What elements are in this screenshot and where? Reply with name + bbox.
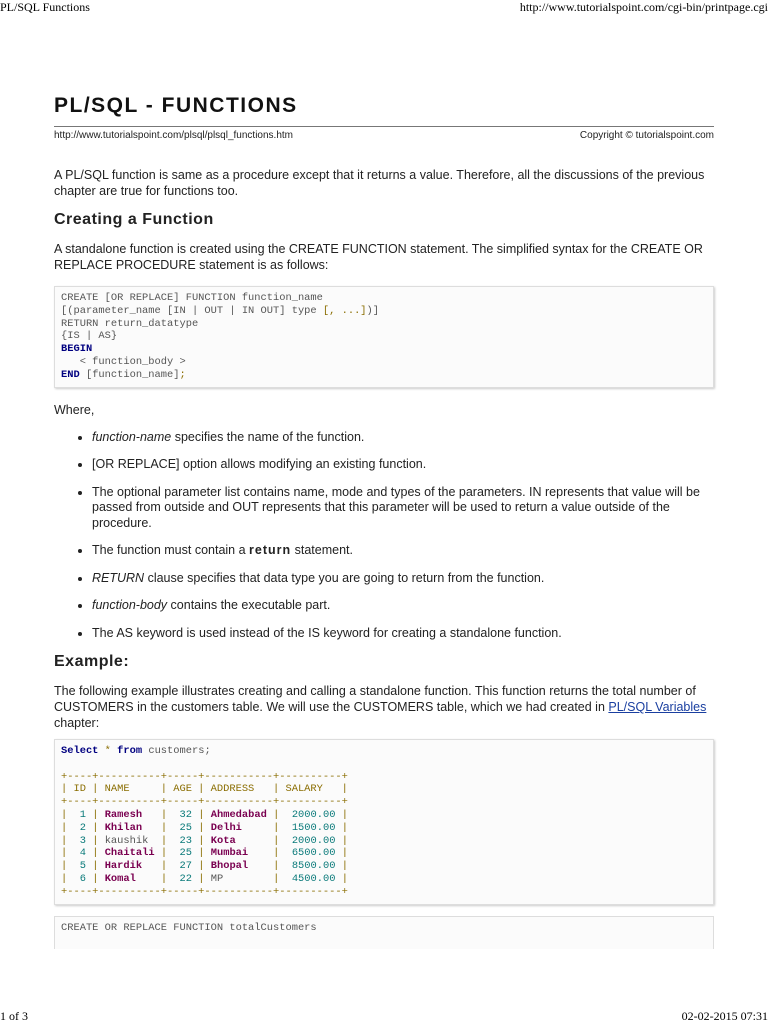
print-header-url: http://www.tutorialspoint.com/cgi-bin/printpage.cgi bbox=[519, 0, 768, 14]
table-row: | 4 | Chaitali | 25 | Mumbai | 6500.00 | bbox=[61, 847, 348, 860]
cell-salary: 8500.00 bbox=[285, 860, 336, 873]
function-code-block bbox=[54, 916, 714, 949]
table-row: | 5 | Hardik | 27 | Bhopal | 8500.00 | bbox=[61, 860, 348, 873]
print-header-title: PL/SQL Functions bbox=[0, 0, 90, 14]
table-row: | 2 | Khilan | 25 | Delhi | 1500.00 | bbox=[61, 821, 348, 834]
section-paragraph-example: The following example illustrates creating and calling a standalone function. This function returns the total number of CUSTOMERS in the customers table. We will use the CUSTOMERS table, which we had created in PL/SQL Variables chapter: bbox=[54, 684, 707, 731]
code-line: CREATE [OR REPLACE] FUNCTION function_name bbox=[61, 292, 323, 304]
cell-salary: 2000.00 bbox=[285, 809, 336, 822]
cell-id: 1 bbox=[73, 809, 86, 822]
cell-name: Khilan bbox=[104, 821, 155, 834]
cell-id: 5 bbox=[73, 860, 86, 873]
page-title: PL/SQL - FUNCTIONS bbox=[54, 94, 298, 117]
code-line: RETURN return_datatype bbox=[61, 317, 199, 330]
cell-salary: 1500.00 bbox=[285, 821, 336, 834]
code-line: [(parameter_name [IN | OUT | IN OUT] type [, ...])] bbox=[61, 304, 380, 317]
cell-age: 25 bbox=[173, 847, 193, 860]
cell-id: 6 bbox=[73, 873, 86, 886]
section-heading-creating: Creating a Function bbox=[54, 211, 214, 228]
code-line: {IS | AS} bbox=[61, 330, 118, 343]
parameter-list bbox=[54, 430, 714, 642]
table-border: +----+----------+-----+-----------+----------+ bbox=[61, 796, 348, 809]
cell-age: 22 bbox=[173, 873, 193, 886]
document-page bbox=[54, 94, 714, 949]
pl-sql-variables-link[interactable]: PL/SQL Variables bbox=[608, 700, 707, 715]
syntax-code-block bbox=[54, 286, 714, 388]
list-item: • The function must contain a return statement. bbox=[92, 543, 714, 559]
cell-salary: 4500.00 bbox=[285, 873, 336, 886]
cell-address: Kota bbox=[210, 834, 267, 847]
print-footer-page: 1 of 3 bbox=[0, 1009, 28, 1023]
list-item: • RETURN clause specifies that data type you are going to return from the function. bbox=[92, 571, 714, 587]
section-paragraph-creating: A standalone function is created using the CREATE FUNCTION statement. The simplified syntax for the CREATE OR REPLACE PROCEDURE statement is as follows: bbox=[54, 242, 703, 272]
code-line: BEGIN bbox=[61, 343, 93, 356]
source-url: http://www.tutorialspoint.com/plsql/plsql_functions.htm bbox=[54, 130, 293, 141]
cell-address: MP bbox=[210, 873, 267, 886]
intro-paragraph: A PL/SQL function is same as a procedure except that it returns a value. Therefore, all the discussions of the previous chapter are true for functions too. bbox=[54, 168, 705, 198]
code-line: END [function_name]; bbox=[61, 368, 186, 381]
cell-age: 23 bbox=[173, 834, 193, 847]
source-line bbox=[54, 130, 714, 141]
cell-salary: 6500.00 bbox=[285, 847, 336, 860]
cell-address: Bhopal bbox=[210, 860, 267, 873]
cell-age: 32 bbox=[173, 809, 193, 822]
table-row: | 3 | kaushik | 23 | Kota | 2000.00 | bbox=[61, 834, 348, 847]
code-line: < function_body > bbox=[61, 355, 186, 368]
table-border: +----+----------+-----+-----------+----------+ bbox=[61, 770, 348, 783]
table-header: | ID | NAME | AGE | ADDRESS | SALARY | bbox=[61, 783, 348, 796]
print-footer-datetime: 02-02-2015 07:31 bbox=[681, 1009, 768, 1023]
cell-age: 27 bbox=[173, 860, 193, 873]
list-item: • function-body contains the executable part. bbox=[92, 598, 714, 614]
cell-address: Mumbai bbox=[210, 847, 267, 860]
cell-name: Ramesh bbox=[104, 809, 155, 822]
cell-id: 3 bbox=[73, 834, 86, 847]
cell-address: Ahmedabad bbox=[210, 809, 267, 822]
code-line: CREATE OR REPLACE FUNCTION totalCustomers bbox=[61, 921, 317, 934]
where-label: Where, bbox=[54, 402, 95, 417]
copyright: Copyright © tutorialspoint.com bbox=[579, 130, 714, 141]
cell-name: Chaitali bbox=[104, 847, 155, 860]
list-item: • function-name specifies the name of the function. bbox=[92, 430, 714, 446]
list-item: • [OR REPLACE] option allows modifying an existing function. bbox=[92, 457, 714, 473]
table-row: | 6 | Komal | 22 | MP | 4500.00 | bbox=[61, 873, 348, 886]
cell-name: Hardik bbox=[104, 860, 155, 873]
table-row: | 1 | Ramesh | 32 | Ahmedabad | 2000.00 | bbox=[61, 809, 348, 822]
cell-salary: 2000.00 bbox=[285, 834, 336, 847]
code-line: Select * from customers; bbox=[61, 745, 211, 758]
cell-name: Komal bbox=[104, 873, 155, 886]
list-item: • The AS keyword is used instead of the IS keyword for creating a standalone function. bbox=[92, 626, 714, 642]
query-code-block bbox=[54, 739, 714, 905]
table-border: +----+----------+-----+-----------+----------+ bbox=[61, 885, 348, 898]
cell-address: Delhi bbox=[210, 821, 267, 834]
title-divider bbox=[54, 126, 714, 127]
cell-age: 25 bbox=[173, 821, 193, 834]
list-item: • The optional parameter list contains name, mode and types of the parameters. IN represents that value will be passed from outside and OUT represents that this parameter will be used to return a value outside of the procedure. bbox=[92, 485, 714, 532]
cell-name: kaushik bbox=[104, 834, 155, 847]
cell-id: 2 bbox=[73, 821, 86, 834]
section-heading-example: Example: bbox=[54, 653, 130, 671]
cell-id: 4 bbox=[73, 847, 86, 860]
